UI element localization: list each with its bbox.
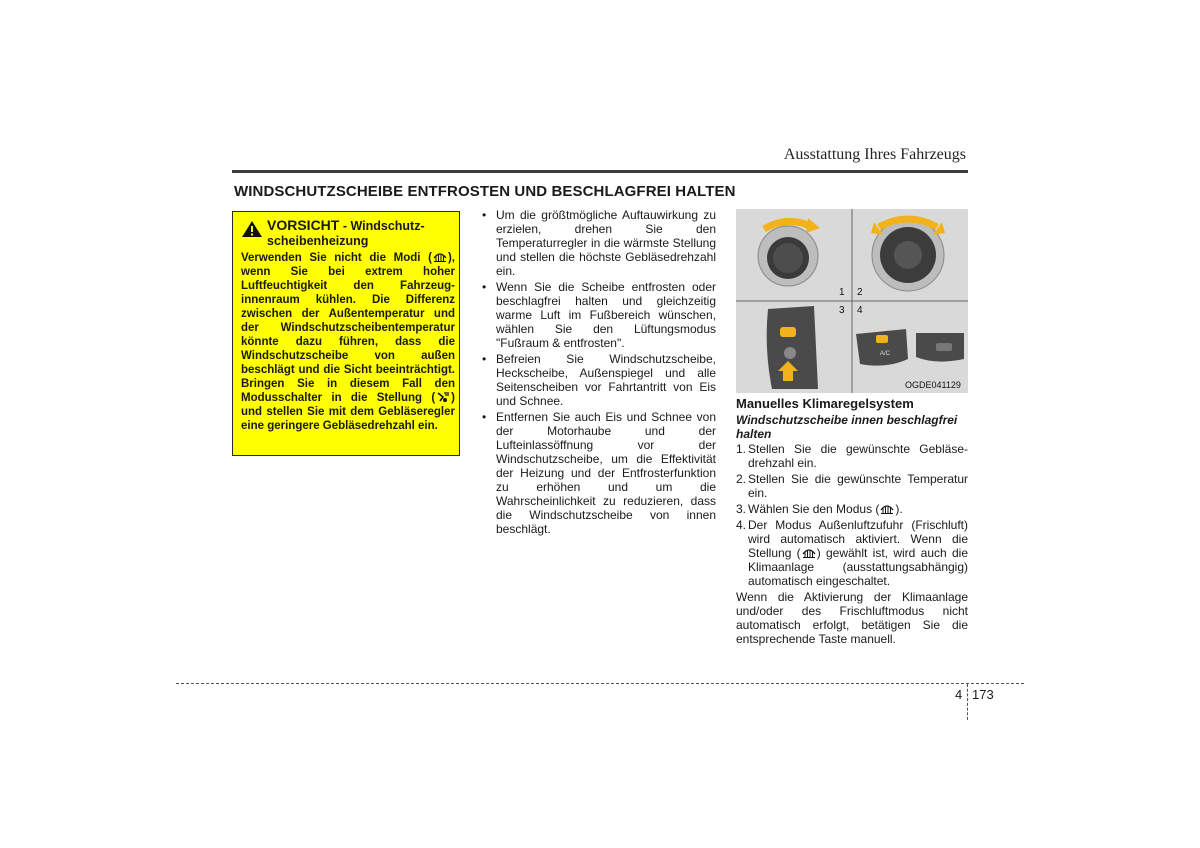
caution-body [241,251,459,433]
list-item [482,208,716,278]
caution-title-main: VORSICHT [267,217,340,233]
footer-dashed-line [176,683,1024,684]
bullet-dot: • [482,280,487,294]
caution-title [267,218,425,249]
step-item [736,502,968,516]
caution-header [241,218,459,249]
right-column [736,397,968,646]
header-title: Ausstattung Ihres Fahrzeugs [783,146,966,163]
floor-defrost-mode-icon [435,391,451,403]
defrost-mode-icon [801,547,817,559]
caution-body-part2: ), wenn Sie bei extrem hoher Luftfeuchtigkeit den Fahrzeug-innenraum kühlen. Die Differenz zwischen der Außentemperatur und der Windschutzscheibentemperatur könnte dazu führen, dass die Windschutzscheibe von außen beschlägt und die Sicht beeinträchtigt. Bringen Sie in diesem Fall den Modusschalter in die Stellung ( [241,252,455,404]
caution-body-part1: Verwenden Sie nicht die Modi ( [241,252,432,264]
step-number: 3. [736,502,747,516]
chapter-number: 4 [955,687,963,702]
step-number: 2. [736,472,747,486]
bullet-dot: • [482,410,487,424]
ac-button-illustration [856,329,964,366]
page-number-divider [967,684,968,720]
caution-title-rest: Windschutz- [350,219,425,233]
warning-triangle-icon [241,220,263,238]
climate-control-figure [736,209,968,393]
step-text [748,502,968,516]
step-item [736,518,968,588]
step-text-before: Wählen Sie den Modus ( [748,502,880,516]
list-item [482,410,716,536]
bullet-text: Befreien Sie Windschutzscheibe, Heckscheibe, Außenspiegel und alle Seitenscheiben vor Fahrtantritt von Eis und Schnee. [496,352,716,408]
right-title: Manuelles Klimaregelsystem [736,396,914,411]
defrost-mode-icon [879,503,895,515]
header-rule [232,170,968,173]
section-title: WINDSCHUTZSCHEIBE ENTFROSTEN UND BESCHLAGFREI HALTEN [234,183,736,200]
caution-title-sep: - [339,219,351,233]
list-item [482,352,716,408]
fan-speed-knob-illustration [758,218,820,286]
closing-paragraph: Wenn die Aktivierung der Klimaanlage und/oder des Frischluftmodus nicht automatisch erfolgt, betätigen Sie die entsprechende Taste manuell. [736,590,968,646]
caution-title-line2: scheibenheizung [267,234,369,248]
step-text-before: Der Modus Außenluftzufuhr (Frischluft) wird automatisch aktiviert. Wenn die Stellung ( [748,518,968,560]
step-number: 1. [736,442,747,456]
step-item [736,442,968,470]
climate-control-illustration [736,209,968,393]
defrost-mode-icon [432,251,448,263]
bullet-list [482,208,716,538]
step-item [736,472,968,500]
caution-box [232,211,460,456]
figure-label-4: 4 [857,305,863,316]
figure-label-1: 1 [839,287,845,298]
right-subtitle: Windschutzscheibe innen beschlagfrei halten [736,413,958,441]
figure-label-2: 2 [857,287,863,298]
ac-button-label: A/C [880,351,891,357]
step-text-after: ). [895,502,903,516]
bullet-text: Wenn Sie die Scheibe entfrosten oder beschlagfrei halten und gleichzeitig warme Luft im Fußbereich wünschen, wählen Sie den Lüftungsmodus "Fußraum & entfrosten". [496,280,716,350]
page-number: 173 [972,687,994,702]
temperature-knob-illustration [871,219,945,291]
figure-caption: OGDE041129 [905,380,961,390]
step-number: 4. [736,518,747,532]
bullet-dot: • [482,352,487,366]
step-text [748,518,968,588]
list-item [482,280,716,350]
caution-body-part3: ) und stellen Sie mit dem Gebläseregler eine geringere Gebläsedrehzahl ein. [241,392,455,432]
bullet-text: Um die größtmögliche Auftauwirkung zu erzielen, drehen Sie den Temperaturregler in die wärmste Stellung und stellen die höchste Gebläsedrehzahl ein. [496,208,716,278]
bullet-text: Entfernen Sie auch Eis und Schnee von der Motorhaube und der Lufteinlassöffnung vor der Windschutzscheibe, um die Effektivität der Heizung und der Entfrosterfunktion zu erhöhen und um die Wahrscheinlichkeit zu reduzieren, dass die Windschutzscheibe von innen beschlägt. [496,410,716,536]
bullet-dot: • [482,208,487,222]
step-text-after: ) gewählt ist, wird auch die Klimaanlage (ausstattungsabhängig) automatisch eingeschaltet. [748,546,968,588]
mode-button-illustration [767,306,818,389]
figure-label-3: 3 [839,305,845,316]
step-text: Stellen Sie die gewünschte Temperatur ein. [748,472,968,500]
step-text: Stellen Sie die gewünschte Gebläse-drehzahl ein. [748,442,968,470]
